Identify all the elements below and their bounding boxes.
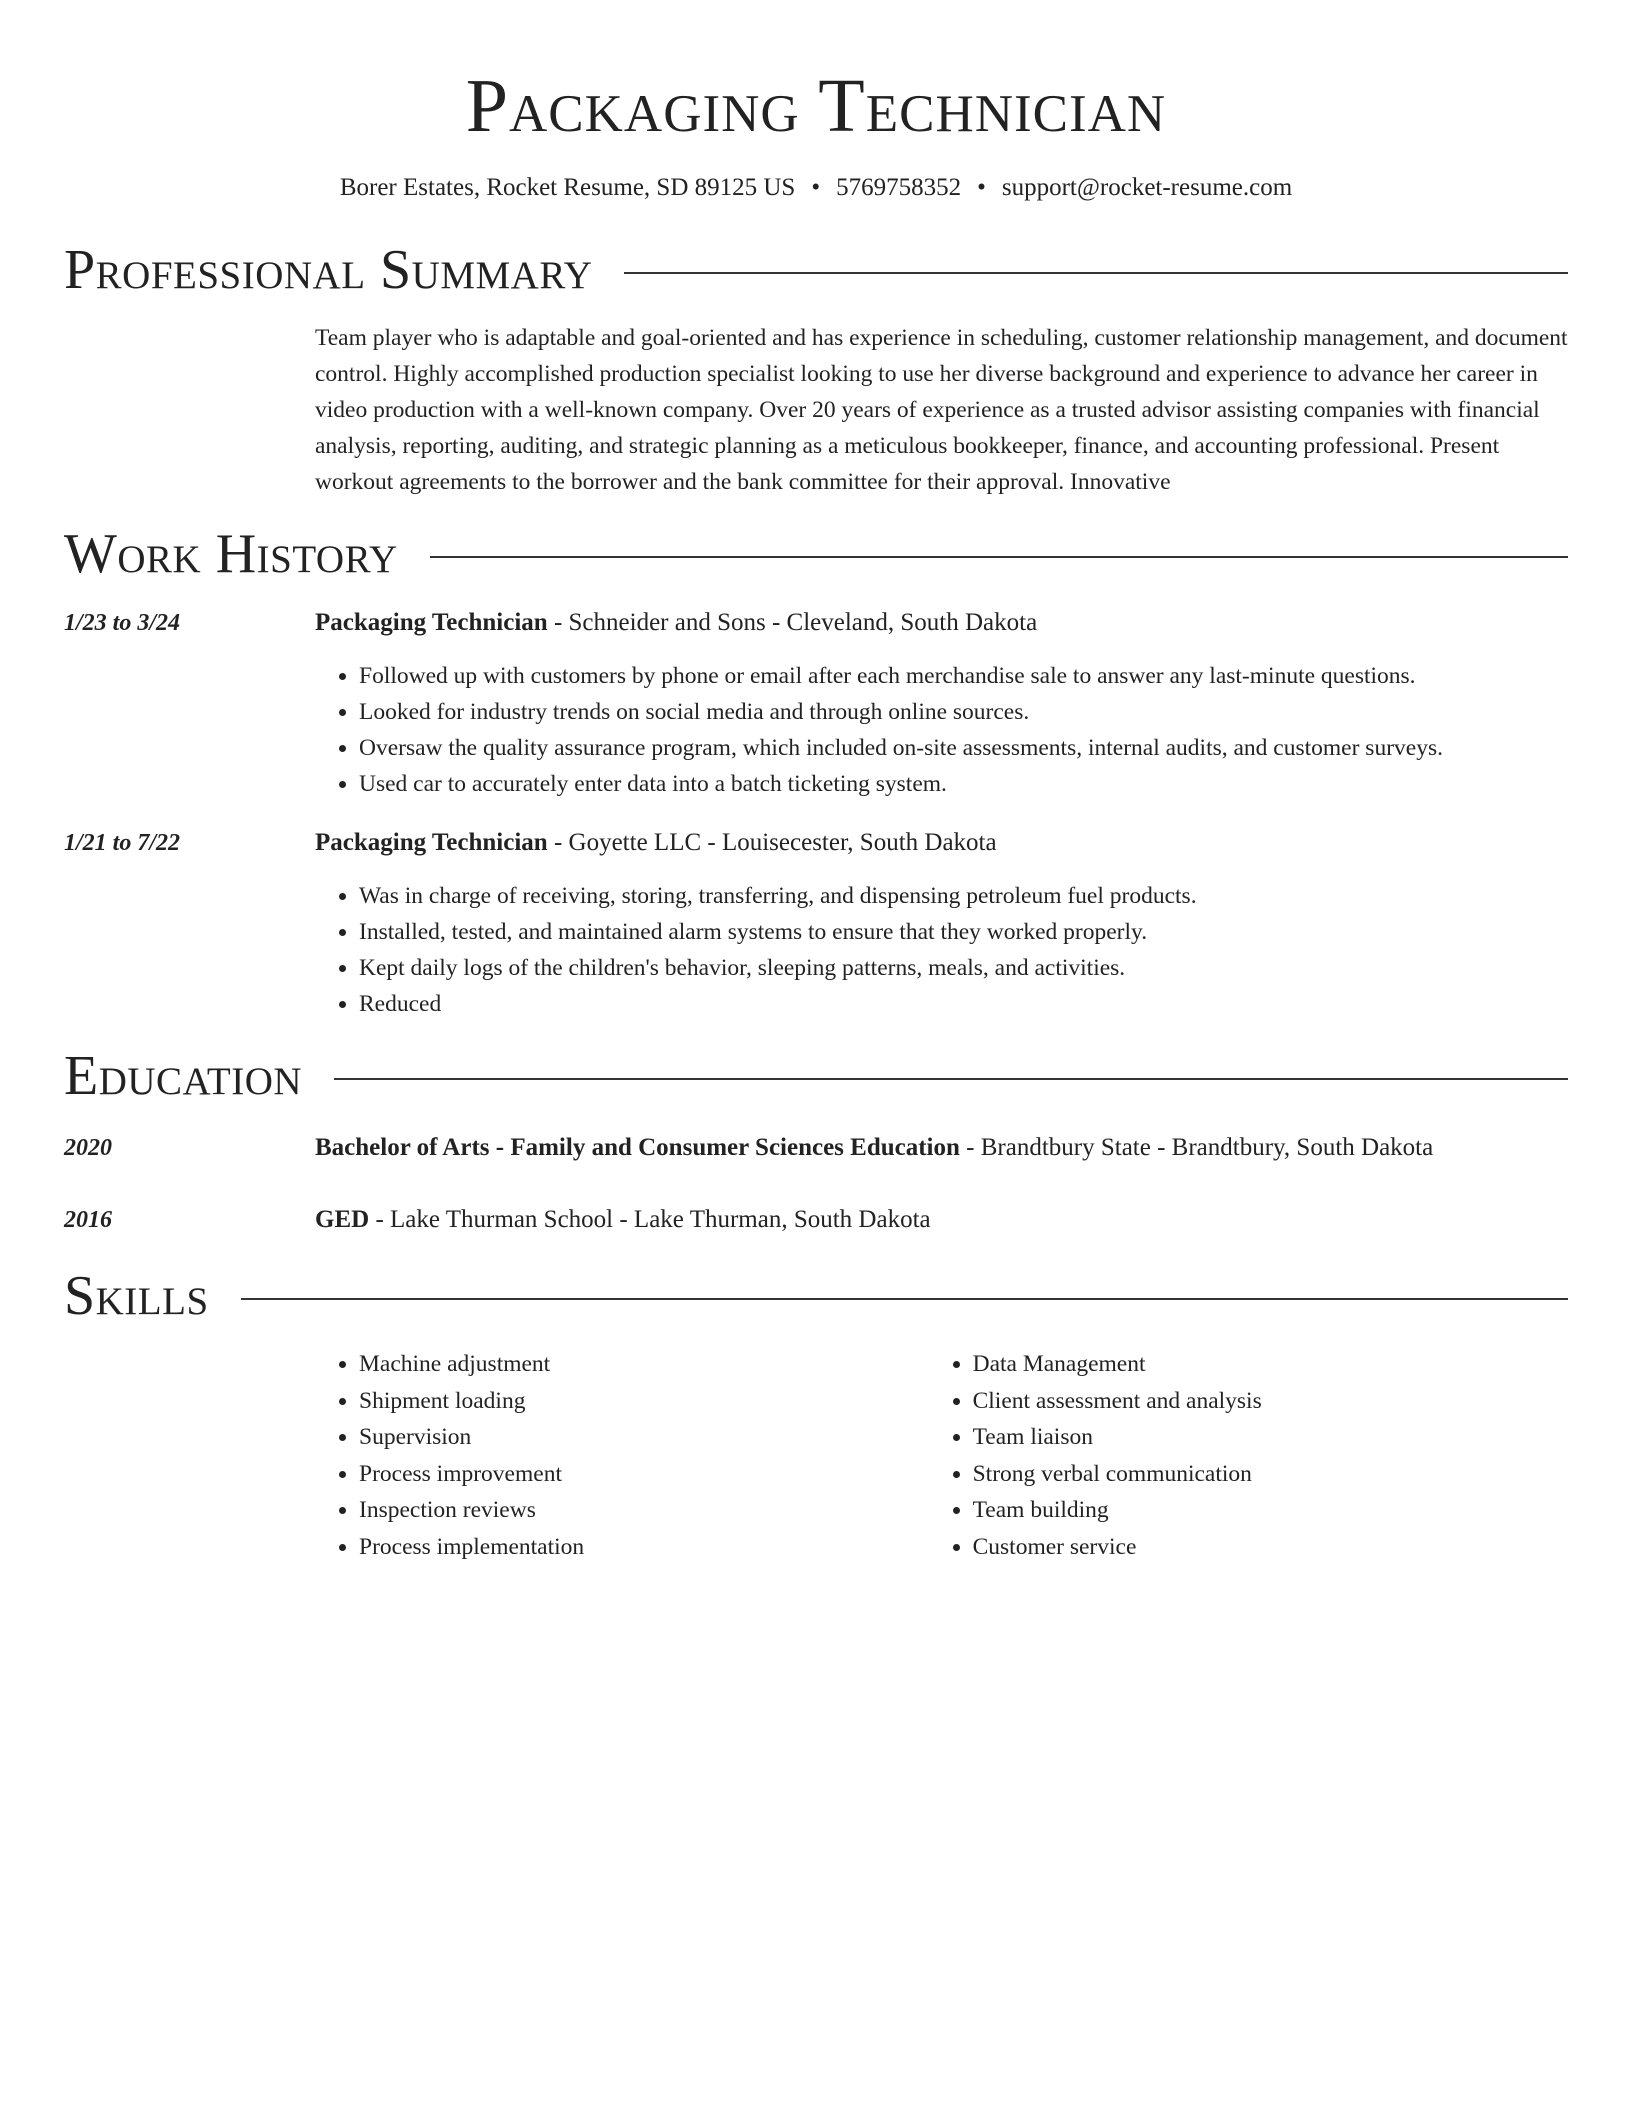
education-details: - Brandtbury State - Brandtbury, South Dakota — [959, 1134, 1434, 1161]
job-body — [315, 606, 1568, 802]
skill-item: • Data Management — [973, 1346, 1568, 1383]
skills-column-right — [929, 1346, 1568, 1565]
job-details: - Schneider and Sons - Cleveland, South Dakota — [547, 609, 1038, 636]
skill-item: • Supervision — [359, 1419, 929, 1456]
job-title-line — [315, 826, 1568, 860]
education-degree: Bachelor of Arts - Family and Consumer Sciences Education — [315, 1134, 960, 1161]
job-dates: 1/23 to 3/24 — [64, 610, 181, 636]
job-bullet: • Reduced — [359, 986, 1568, 1022]
job-entry — [64, 606, 1568, 802]
skill-item: • Strong verbal communication — [973, 1456, 1568, 1493]
education-entry — [64, 1202, 1568, 1238]
education-heading: Education — [64, 1045, 303, 1107]
contact-line — [64, 172, 1568, 204]
skills-section-header — [64, 1264, 1568, 1328]
job-dates: 1/21 to 7/22 — [64, 830, 181, 856]
skill-item: • Shipment loading — [359, 1383, 929, 1420]
section-divider — [624, 272, 1568, 274]
contact-email: support@rocket-resume.com — [1001, 174, 1293, 201]
skills-column-left — [315, 1346, 929, 1565]
job-title: Packaging Technician — [315, 829, 548, 856]
job-bullets — [315, 878, 1568, 1022]
summary-heading: Professional Summary — [64, 239, 593, 301]
summary-section-header — [64, 238, 1568, 302]
job-bullets — [315, 658, 1568, 802]
job-bullet: • Oversaw the quality assurance program, which included on-site assessments, internal audits, and customer surveys. — [359, 730, 1568, 766]
candidate-name: Packaging Technician — [465, 64, 1167, 148]
skill-item: • Process implementation — [359, 1529, 929, 1566]
skill-item: • Inspection reviews — [359, 1492, 929, 1529]
section-divider — [430, 556, 1568, 558]
skills-heading: Skills — [64, 1265, 209, 1327]
education-section-header — [64, 1044, 1568, 1108]
education-entry — [64, 1130, 1568, 1166]
contact-separator: • — [977, 174, 986, 201]
job-bullet: • Used car to accurately enter data into a batch ticketing system. — [359, 766, 1568, 802]
job-entry — [64, 826, 1568, 1022]
skill-item: • Machine adjustment — [359, 1346, 929, 1383]
job-bullet: • Kept daily logs of the children's behavior, sleeping patterns, meals, and activities. — [359, 950, 1568, 986]
job-bullet: • Installed, tested, and maintained alarm systems to ensure that they worked properly. — [359, 914, 1568, 950]
job-title: Packaging Technician — [315, 609, 548, 636]
education-year: 2016 — [64, 1207, 112, 1233]
education-details: - Lake Thurman School - Lake Thurman, South Dakota — [369, 1206, 931, 1233]
skill-item: • Team liaison — [973, 1419, 1568, 1456]
work-heading: Work History — [64, 523, 398, 585]
contact-address: Borer Estates, Rocket Resume, SD 89125 US — [339, 174, 796, 201]
education-body — [315, 1202, 931, 1238]
job-bullet: • Followed up with customers by phone or email after each merchandise sale to answer any last-minute questions. — [359, 658, 1568, 694]
job-bullet: • Was in charge of receiving, storing, transferring, and dispensing petroleum fuel products. — [359, 878, 1568, 914]
skill-item: • Team building — [973, 1492, 1568, 1529]
skill-item: • Process improvement — [359, 1456, 929, 1493]
resume-page — [64, 0, 1568, 1565]
job-bullet: • Looked for industry trends on social media and through online sources. — [359, 694, 1568, 730]
contact-phone: 5769758352 — [836, 174, 962, 201]
skill-item: • Customer service — [973, 1529, 1568, 1566]
job-title-line — [315, 606, 1568, 640]
skills-list — [315, 1346, 1568, 1565]
education-body — [315, 1130, 1433, 1166]
section-divider — [241, 1298, 1568, 1300]
work-section-header — [64, 522, 1568, 586]
job-details: - Goyette LLC - Louisecester, South Dakota — [547, 829, 997, 856]
section-divider — [334, 1078, 1568, 1080]
education-year: 2020 — [64, 1135, 112, 1161]
contact-separator: • — [811, 174, 821, 201]
summary-text: Team player who is adaptable and goal-oriented and has experience in scheduling, customer relationship management, and document control. Highly accomplished production specialist looking to use her diverse background and experience to advance her career in video production with a well-known company. Over 20 years of experience as a trusted advisor assisting companies with financial analysis, reporting, auditing, and strategic planning as a meticulous bookkeeper, finance, and accounting professional. Present workout agreements to the borrower and the bank committee for their approval. Innovative — [315, 325, 1568, 495]
skill-item: • Client assessment and analysis — [973, 1383, 1568, 1420]
job-body — [315, 826, 1568, 1022]
education-degree: GED — [315, 1206, 370, 1233]
